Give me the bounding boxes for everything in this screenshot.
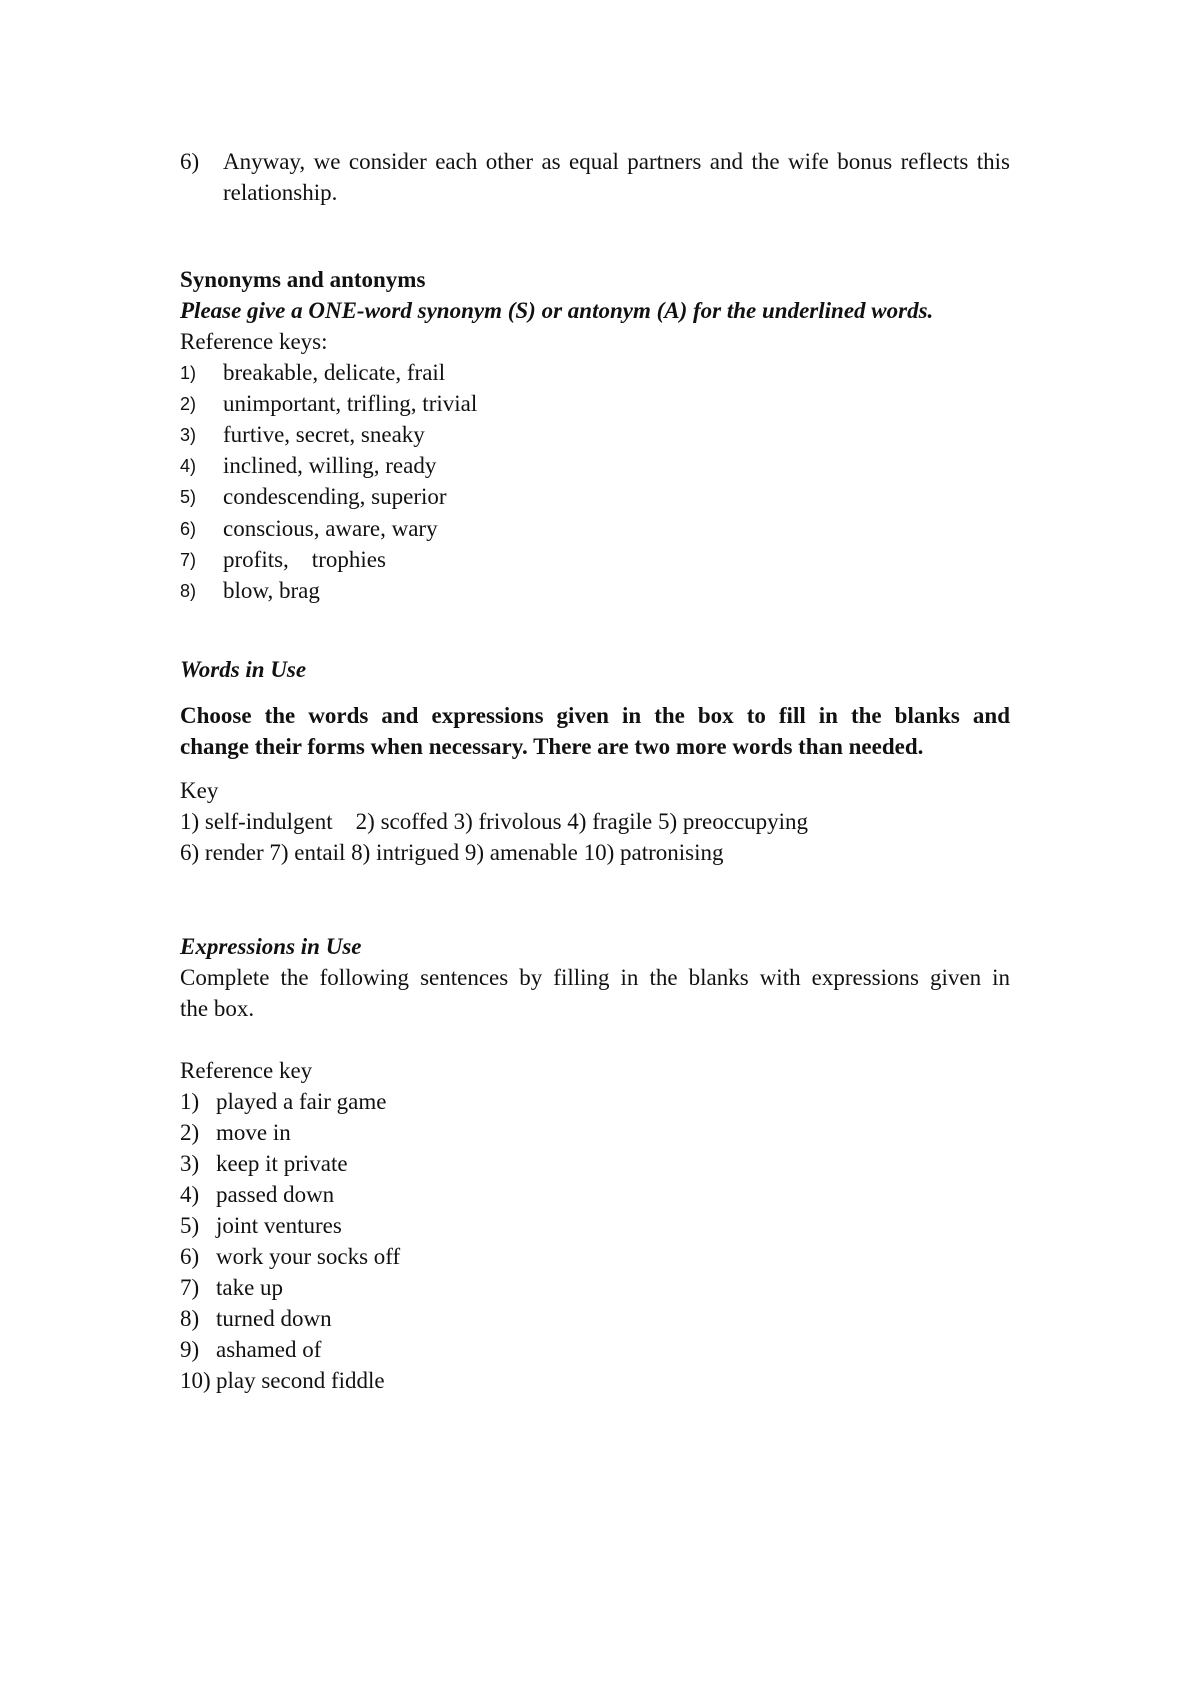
section-heading-synonyms: Synonyms and antonyms	[180, 267, 426, 292]
list-item-number: 3)	[180, 425, 197, 445]
list-item: profits, trophies	[223, 547, 386, 572]
reference-keys-label: Reference keys:	[180, 329, 328, 354]
list-item: keep it private	[216, 1151, 348, 1176]
synonyms-instruction: Please give a ONE-word synonym (S) or antonym (A) for the underlined words.	[180, 298, 934, 323]
list-item-number: 1)	[180, 1089, 200, 1114]
words-instruction-line: Choose the words and expressions given in the box to fill in the blanks and	[180, 703, 1010, 728]
list-item-number: 7)	[180, 550, 197, 570]
section-heading-words-in-use: Words in Use	[180, 657, 307, 682]
list-item: work your socks off	[216, 1244, 401, 1269]
list-item: ashamed of	[216, 1337, 322, 1362]
expressions-instruction-line: Complete the following sentences by filling in the blanks with expressions given in	[180, 965, 1010, 990]
list-item-number: 6)	[180, 519, 197, 539]
list-item-number: 10)	[180, 1368, 211, 1393]
list-item: condescending, superior	[223, 484, 447, 509]
key-label: Key	[180, 778, 219, 803]
list-item-number: 4)	[180, 1182, 200, 1207]
list-item: move in	[216, 1120, 291, 1145]
list-item-number: 7)	[180, 1275, 200, 1300]
list-item-number: 1)	[180, 363, 197, 383]
list-item-number: 8)	[180, 1306, 200, 1331]
section-heading-expressions-in-use: Expressions in Use	[180, 934, 362, 959]
list-item: blow, brag	[223, 578, 320, 603]
list-item: turned down	[216, 1306, 332, 1331]
list-item-number: 8)	[180, 581, 197, 601]
expressions-instruction-line: the box.	[180, 996, 255, 1021]
item-text-line: Anyway, we consider each other as equal partners and the wife bonus reflects this	[223, 149, 1010, 174]
words-key-line: 1) self-indulgent 2) scoffed 3) frivolous 4) fragile 5) preoccupying	[180, 809, 809, 834]
list-item: played a fair game	[216, 1089, 387, 1114]
reference-key-label: Reference key	[180, 1058, 313, 1083]
list-item-number: 5)	[180, 1213, 200, 1238]
item-number: 6)	[180, 149, 200, 174]
list-item-number: 5)	[180, 487, 197, 507]
list-item-number: 9)	[180, 1337, 200, 1362]
list-item: unimportant, trifling, trivial	[223, 391, 478, 416]
list-item-number: 2)	[180, 394, 197, 414]
list-item-number: 6)	[180, 1244, 200, 1269]
words-key-line: 6) render 7) entail 8) intrigued 9) amenable 10) patronising	[180, 840, 724, 865]
list-item: play second fiddle	[216, 1368, 385, 1393]
list-item: inclined, willing, ready	[223, 453, 437, 478]
list-item: furtive, secret, sneaky	[223, 422, 425, 447]
list-item: conscious, aware, wary	[223, 516, 438, 541]
list-item-number: 3)	[180, 1151, 200, 1176]
list-item-number: 2)	[180, 1120, 200, 1145]
list-item: passed down	[216, 1182, 335, 1207]
item-text-line: relationship.	[223, 180, 338, 205]
list-item-number: 4)	[180, 456, 197, 476]
list-item: breakable, delicate, frail	[223, 360, 446, 385]
list-item: take up	[216, 1275, 284, 1300]
words-instruction-line: change their forms when necessary. There are two more words than needed.	[180, 734, 924, 759]
list-item: joint ventures	[216, 1213, 342, 1238]
